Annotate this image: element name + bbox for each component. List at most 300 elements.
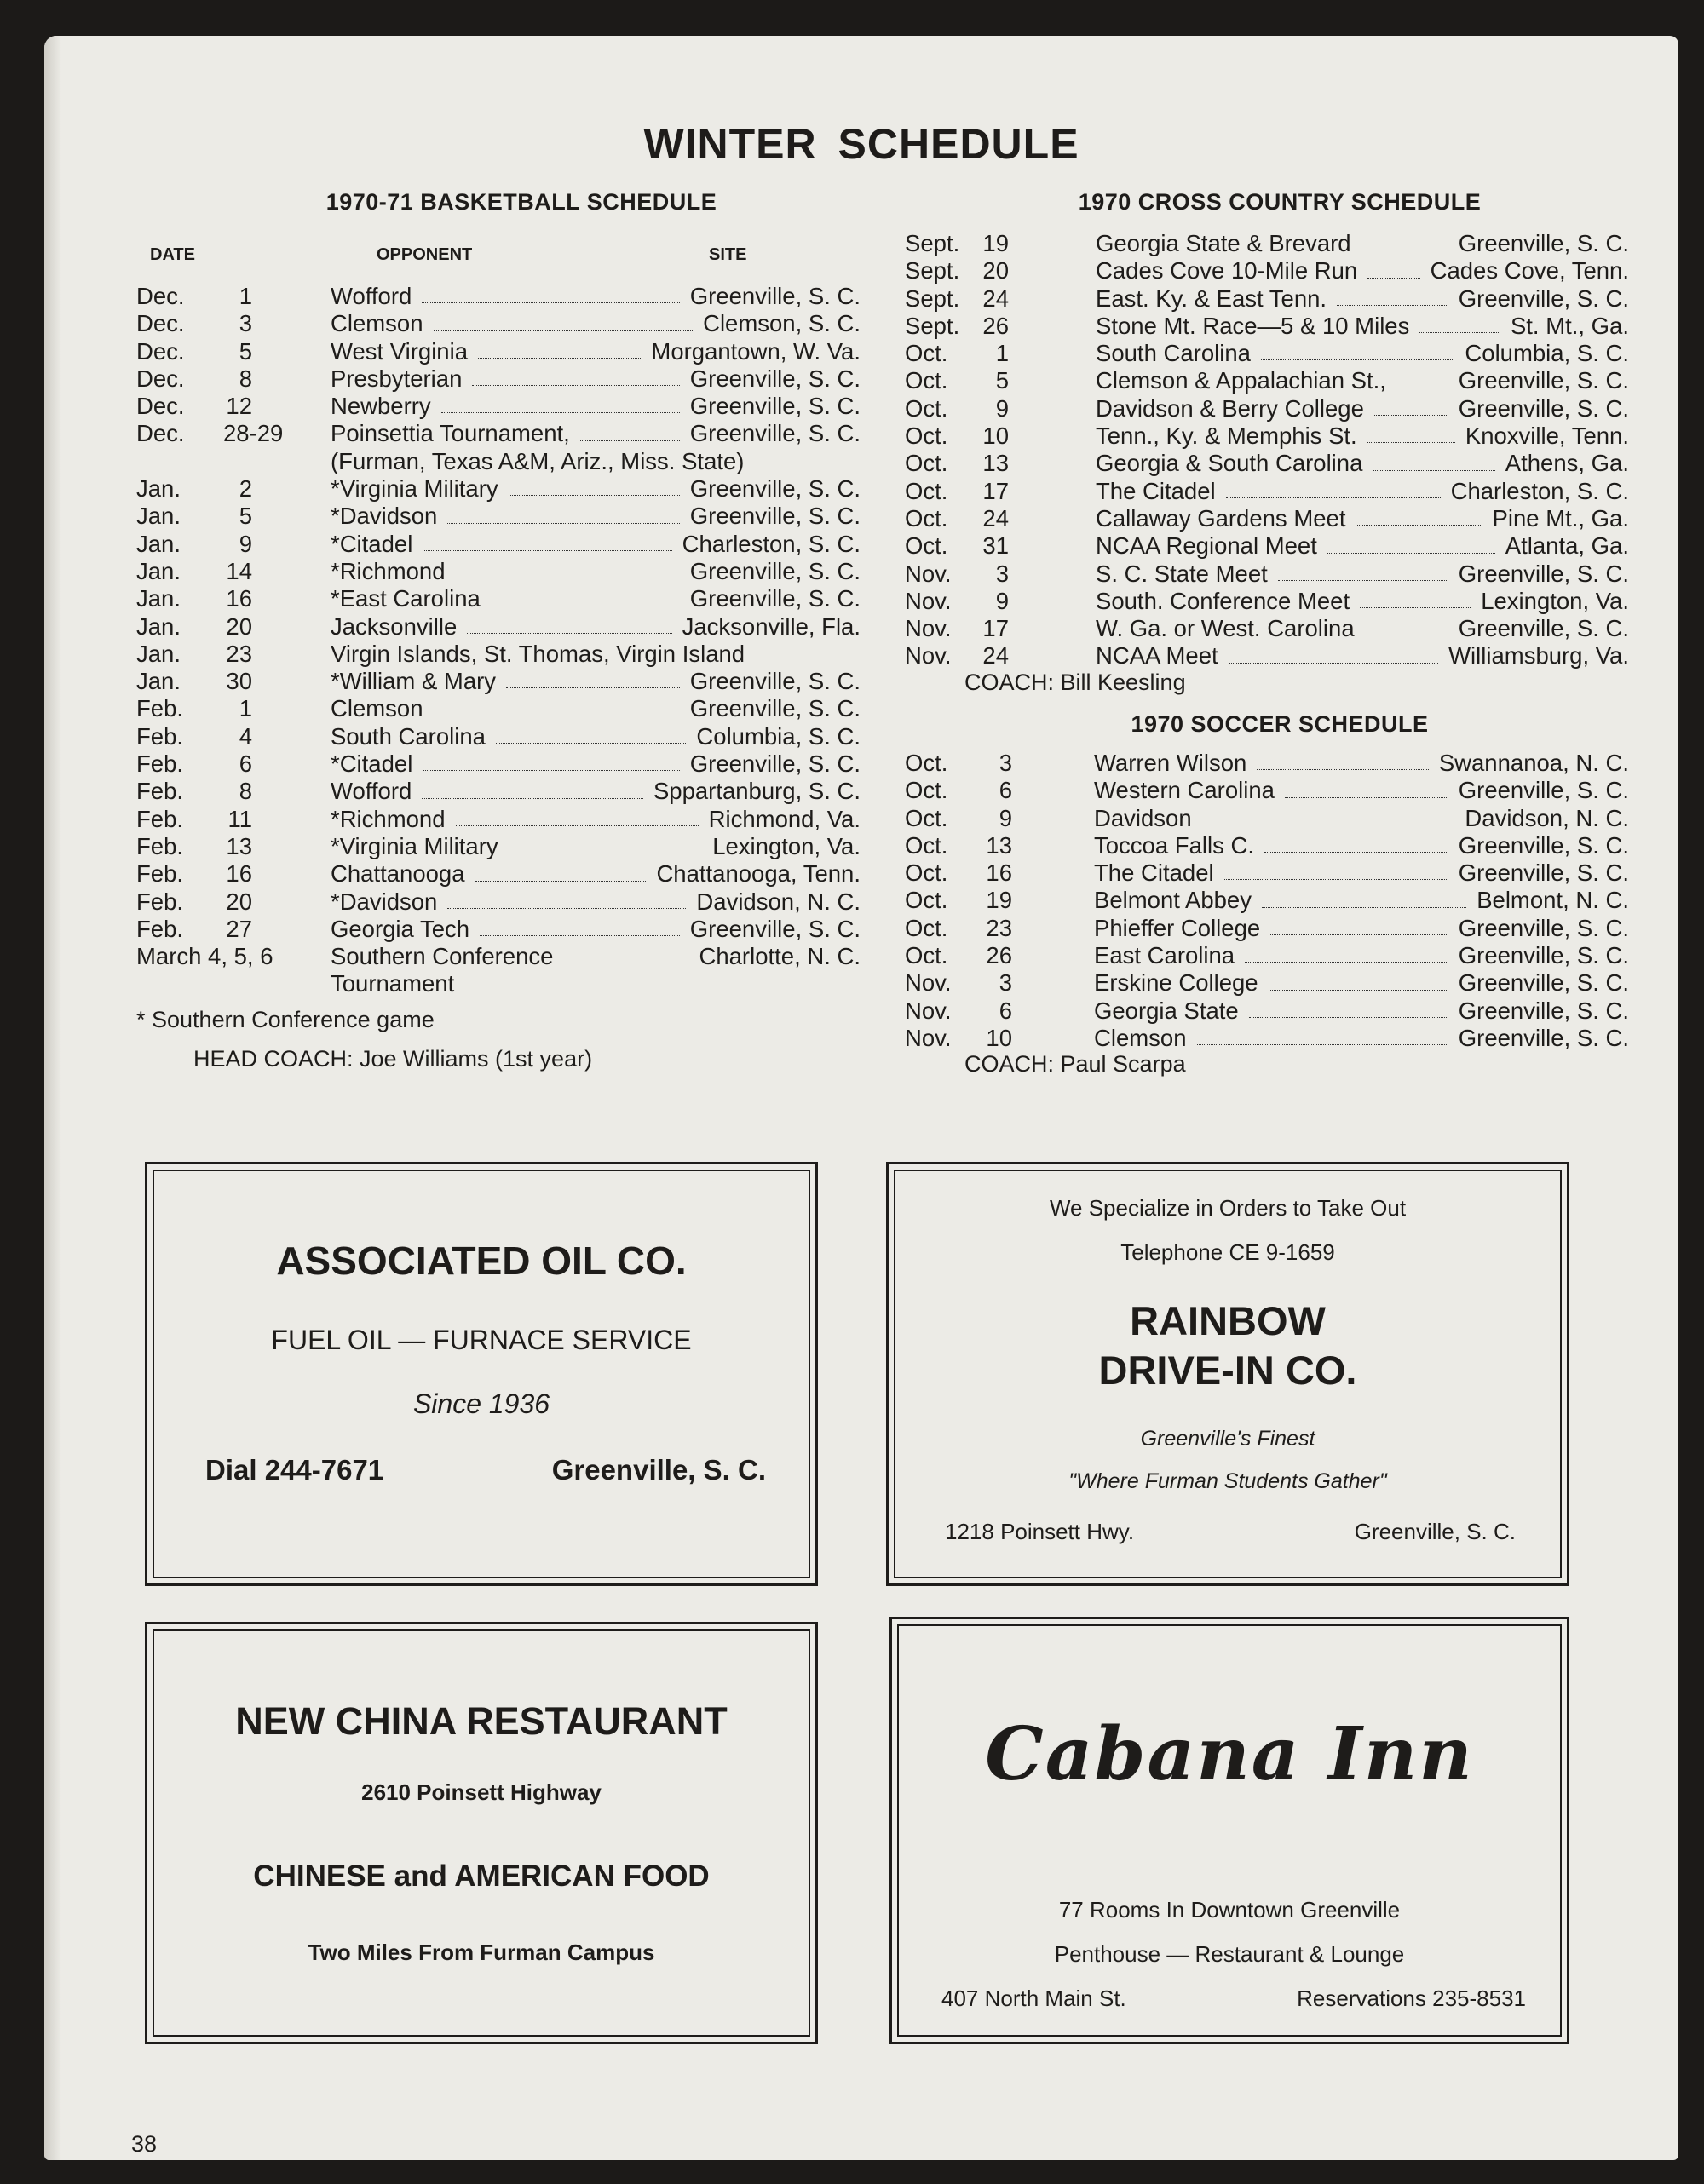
site: Athens, Ga. — [1505, 450, 1629, 477]
site: Columbia, S. C. — [1465, 340, 1629, 367]
date-month: Oct. — [905, 859, 948, 887]
schedule-row — [905, 942, 1629, 969]
opponent: Georgia State & Brevard — [1096, 230, 1351, 256]
opponent: Poinsettia Tournament, — [331, 420, 570, 447]
dot-leader — [472, 385, 679, 386]
dot-leader — [496, 743, 687, 744]
dot-leader — [423, 550, 671, 551]
date-month: Feb. — [136, 888, 184, 915]
oil-city: Greenville, S. C. — [551, 1454, 766, 1486]
date-day: 14 — [226, 557, 252, 584]
opponent: *Citadel — [331, 750, 413, 778]
date-day: 1 — [239, 695, 252, 722]
rainbow-city: Greenville, S. C. — [1354, 1519, 1516, 1544]
site: Columbia, S. C. — [696, 722, 861, 750]
schedule-row — [136, 806, 861, 833]
date-day: 1 — [995, 340, 1009, 367]
dot-leader — [1367, 278, 1419, 279]
schedule-row — [905, 285, 1629, 313]
date-month: Feb. — [136, 915, 184, 942]
date-month: Nov. — [905, 642, 952, 670]
ad-rainbow-drive-in — [886, 1162, 1569, 1586]
dot-leader — [1262, 907, 1466, 908]
site: Greenville, S. C. — [689, 475, 861, 503]
date-month: Nov. — [905, 560, 952, 587]
date-day: 13 — [982, 450, 1009, 477]
opponent: Phieffer College — [1094, 914, 1261, 941]
site: Davidson, N. C. — [1465, 804, 1629, 831]
dot-leader — [1374, 415, 1448, 416]
dot-leader — [1356, 525, 1482, 526]
date-day: 3 — [995, 560, 1009, 587]
schedule-row — [905, 367, 1629, 394]
site: Pine Mt., Ga. — [1492, 504, 1629, 532]
opponent: Erskine College — [1094, 969, 1258, 997]
col-site: SITE — [709, 245, 747, 264]
site: Greenville, S. C. — [1458, 230, 1629, 256]
date-month: Jan. — [136, 503, 181, 530]
site: Greenville, S. C. — [1458, 969, 1629, 997]
opponent: Belmont Abbey — [1094, 887, 1252, 914]
date-day: 20 — [982, 257, 1009, 284]
date-month: Oct. — [905, 450, 948, 477]
date-month: Jan. — [136, 585, 181, 612]
date-day: 3 — [999, 750, 1012, 776]
date-month: Jan. — [136, 612, 181, 640]
date-month: Jan. — [136, 640, 181, 667]
date-month: Feb. — [136, 695, 184, 722]
dot-leader — [480, 935, 680, 936]
site: Cades Cove, Tenn. — [1430, 257, 1629, 284]
date-month: March 4, 5, 6 — [136, 943, 273, 970]
dot-leader — [1224, 879, 1448, 880]
site: Greenville, S. C. — [1458, 394, 1629, 422]
site: Charleston, S. C. — [1450, 477, 1629, 504]
site: Clemson, S. C. — [703, 310, 861, 337]
date-month: Oct. — [905, 750, 948, 776]
magazine-page — [44, 36, 1678, 2160]
schedule-row — [905, 750, 1629, 777]
date-month: Sept. — [905, 230, 960, 256]
site: St. Mt., Ga. — [1510, 312, 1629, 339]
dot-leader — [423, 770, 679, 771]
dot-leader — [1285, 797, 1448, 798]
opponent: Clemson — [331, 310, 423, 337]
schedule-row — [905, 1025, 1629, 1052]
col-date: DATE — [150, 245, 195, 264]
schedule-row — [136, 723, 861, 750]
date-month: Oct. — [905, 804, 948, 831]
opponent: *Virginia Military — [331, 475, 498, 503]
cross-country-coach: COACH: Bill Keesling — [964, 670, 1186, 695]
date-month: Dec. — [136, 283, 185, 309]
schedule-row — [905, 777, 1629, 804]
soccer-heading: 1970 SOCCER SCHEDULE — [1131, 711, 1429, 737]
date-month: Jan. — [136, 530, 181, 557]
dot-leader — [1419, 332, 1500, 333]
opponent: The Citadel — [1096, 477, 1216, 504]
schedule-row — [136, 888, 861, 916]
site: Atlanta, Ga. — [1505, 532, 1629, 560]
site: Greenville, S. C. — [1458, 831, 1629, 859]
site: Jacksonville, Fla. — [682, 612, 861, 640]
site: Greenville, S. C. — [689, 695, 861, 722]
dot-leader — [1367, 442, 1455, 443]
site: Greenville, S. C. — [689, 750, 861, 778]
date-month: Oct. — [905, 831, 948, 859]
opponent: *Virginia Military — [331, 832, 498, 859]
opponent: Callaway Gardens Meet — [1096, 504, 1346, 532]
opponent: Cades Cove 10-Mile Run — [1096, 257, 1358, 284]
schedule-row — [905, 997, 1629, 1025]
opponent: The Citadel — [1094, 859, 1214, 887]
date-month: Feb. — [136, 805, 184, 832]
dot-leader — [475, 881, 647, 882]
date-month: Oct. — [905, 422, 948, 450]
rainbow-name-1: RAINBOW — [1130, 1298, 1326, 1343]
schedule-row — [905, 395, 1629, 422]
site: Belmont, N. C. — [1477, 887, 1629, 914]
date-day: 9 — [995, 394, 1009, 422]
date-day: 19 — [982, 230, 1009, 256]
soccer-schedule — [905, 750, 1629, 1052]
opponent: *East Carolina — [331, 585, 481, 612]
date-month: Feb. — [136, 832, 184, 859]
date-day: 17 — [982, 477, 1009, 504]
dot-leader — [580, 440, 680, 441]
dot-leader — [1373, 470, 1494, 471]
site: Knoxville, Tenn. — [1465, 422, 1629, 450]
dot-leader — [467, 633, 671, 634]
date-day: 16 — [226, 860, 252, 888]
site: Greenville, S. C. — [1458, 367, 1629, 394]
schedule-row — [136, 695, 861, 722]
date-day: 5 — [239, 503, 252, 530]
date-day: 31 — [982, 532, 1009, 560]
date-day: 13 — [226, 832, 252, 859]
soccer-coach: COACH: Paul Scarpa — [964, 1051, 1186, 1077]
schedule-row — [136, 750, 861, 778]
opponent: *Richmond — [331, 805, 446, 832]
schedule-row — [905, 560, 1629, 588]
dot-leader — [441, 412, 680, 413]
opponent: *Richmond — [331, 557, 446, 584]
dot-leader — [447, 523, 679, 524]
schedule-row — [136, 531, 861, 558]
page-spine-shadow — [44, 36, 61, 2160]
site: Greenville, S. C. — [1458, 560, 1629, 587]
site: Greenville, S. C. — [1458, 859, 1629, 887]
date-month: Dec. — [136, 337, 185, 365]
site: Charlotte, N. C. — [699, 943, 861, 970]
schedule-row — [136, 475, 861, 503]
date-day: 3 — [999, 969, 1012, 997]
site: Lexington, Va. — [712, 832, 861, 859]
site: Davidson, N. C. — [696, 888, 861, 915]
site: Greenville, S. C. — [1458, 914, 1629, 941]
date-month: Jan. — [136, 557, 181, 584]
date-month: Nov. — [905, 997, 952, 1024]
date-month: Oct. — [905, 942, 948, 969]
dot-leader — [1269, 990, 1448, 991]
site: Greenville, S. C. — [689, 585, 861, 612]
date-day: 3 — [239, 310, 252, 337]
date-day: 27 — [226, 915, 252, 942]
site: Greenville, S. C. — [1458, 1024, 1629, 1051]
dot-leader — [1360, 607, 1471, 608]
site: Greenville, S. C. — [689, 503, 861, 530]
opponent: East Carolina — [1094, 942, 1235, 969]
date-month: Oct. — [905, 777, 948, 804]
site: Greenville, S. C. — [689, 393, 861, 420]
date-day: 17 — [982, 615, 1009, 642]
site: Greenville, S. C. — [689, 915, 861, 942]
date-day: 9 — [999, 804, 1012, 831]
dot-leader — [1249, 1017, 1448, 1018]
opponent: East. Ky. & East Tenn. — [1096, 284, 1327, 312]
date-month: Nov. — [905, 615, 952, 642]
date-month: Dec. — [136, 365, 185, 392]
date-day: 6 — [239, 750, 252, 778]
site: Greenville, S. C. — [689, 668, 861, 695]
schedule-row — [136, 503, 861, 530]
site: Greenville, S. C. — [689, 365, 861, 392]
date-month: Oct. — [905, 887, 948, 914]
date-day: 8 — [239, 365, 252, 392]
dot-leader — [1264, 852, 1448, 853]
oil-phone: Dial 244-7671 — [205, 1454, 384, 1486]
opponent: Southern Conference — [331, 943, 554, 970]
dot-leader — [456, 825, 699, 826]
opponent: Clemson — [331, 695, 423, 722]
date-day: 19 — [986, 887, 1012, 914]
page-number: 38 — [131, 2131, 158, 2157]
rainbow-slogan-1: Greenville's Finest — [1140, 1427, 1315, 1451]
china-address: 2610 Poinsett Highway — [361, 1779, 602, 1805]
opponent: Tournament — [331, 970, 455, 997]
date-day: 20 — [226, 612, 252, 640]
date-day: 24 — [982, 642, 1009, 670]
site: Lexington, Va. — [1481, 587, 1629, 614]
site: Greenville, S. C. — [689, 420, 861, 447]
schedule-row — [905, 915, 1629, 942]
schedule-row — [136, 641, 861, 668]
site: Williamsburg, Va. — [1448, 642, 1629, 670]
dot-leader — [1229, 663, 1438, 664]
site: Greenville, S. C. — [1458, 615, 1629, 642]
date-month: Feb. — [136, 750, 184, 778]
date-day: 24 — [982, 284, 1009, 312]
schedule-row — [905, 969, 1629, 997]
date-day: 16 — [226, 585, 252, 612]
rainbow-address: 1218 Poinsett Hwy. — [945, 1519, 1135, 1544]
date-month: Nov. — [905, 587, 952, 614]
china-name: NEW CHINA RESTAURANT — [235, 1699, 728, 1743]
schedule-row — [136, 283, 861, 310]
cross-country-schedule — [905, 230, 1629, 670]
ad-associated-oil — [145, 1162, 818, 1586]
date-day: 8 — [239, 778, 252, 805]
date-month: Oct. — [905, 340, 948, 367]
cabana-address: 407 North Main St. — [941, 1986, 1126, 2011]
schedule-row — [136, 916, 861, 943]
date-day: 28-29 — [223, 420, 284, 447]
site: Greenville, S. C. — [1458, 942, 1629, 969]
dot-leader — [1327, 553, 1495, 554]
opponent: West Virginia — [331, 337, 468, 365]
schedule-row — [136, 393, 861, 420]
opponent: South Carolina — [331, 722, 486, 750]
opponent: *Davidson — [331, 888, 438, 915]
date-month: Dec. — [136, 420, 185, 447]
schedule-row — [136, 943, 861, 970]
schedule-row — [905, 887, 1629, 914]
schedule-row — [136, 860, 861, 888]
date-day: 9 — [995, 587, 1009, 614]
schedule-row — [905, 805, 1629, 832]
date-day: 20 — [226, 888, 252, 915]
date-day: 26 — [986, 942, 1012, 969]
dot-leader — [506, 687, 680, 688]
schedule-row — [136, 310, 861, 337]
oil-since: Since 1936 — [412, 1388, 550, 1419]
site: Greenville, S. C. — [1458, 284, 1629, 312]
dot-leader — [1270, 934, 1448, 935]
rainbow-phone: Telephone CE 9-1659 — [1120, 1239, 1335, 1265]
ad-new-china-restaurant — [145, 1622, 818, 2044]
schedule-row — [136, 668, 861, 695]
opponent: *William & Mary — [331, 668, 497, 695]
dot-leader — [1278, 580, 1448, 581]
date-day: 5 — [995, 367, 1009, 394]
date-day: 9 — [239, 530, 252, 557]
date-month: Oct. — [905, 914, 948, 941]
schedule-row — [905, 313, 1629, 340]
opponent: Davidson & Berry College — [1096, 394, 1364, 422]
rainbow-name-2: DRIVE-IN CO. — [1098, 1348, 1357, 1393]
date-day: 6 — [999, 997, 1012, 1024]
schedule-row — [136, 338, 861, 365]
schedule-row — [136, 420, 861, 447]
schedule-row — [905, 340, 1629, 367]
opponent: Wofford — [331, 778, 412, 805]
dot-leader — [1226, 497, 1441, 498]
schedule-row — [905, 257, 1629, 284]
schedule-row — [136, 970, 861, 997]
col-opponent: OPPONENT — [377, 245, 473, 264]
rainbow-slogan-2: "Where Furman Students Gather" — [1068, 1469, 1387, 1493]
date-day: 4 — [239, 722, 252, 750]
date-month: Nov. — [905, 969, 952, 997]
date-month: Dec. — [136, 310, 185, 337]
date-month: Nov. — [905, 1024, 952, 1051]
opponent: Stone Mt. Race—5 & 10 Miles — [1096, 312, 1410, 339]
opponent: South Carolina — [1096, 340, 1251, 367]
date-day: 30 — [226, 668, 252, 695]
opponent: *Davidson — [331, 503, 438, 530]
date-day: 13 — [986, 831, 1012, 859]
cabana-rooms: 77 Rooms In Downtown Greenville — [1058, 1897, 1401, 1922]
date-month: Feb. — [136, 778, 184, 805]
opponent: NCAA Meet — [1096, 642, 1218, 670]
schedule-row — [136, 778, 861, 805]
opponent: Western Carolina — [1094, 777, 1275, 804]
schedule-row — [905, 642, 1629, 670]
opponent: South. Conference Meet — [1096, 587, 1350, 614]
date-month: Sept. — [905, 312, 960, 339]
site: Charleston, S. C. — [682, 530, 861, 557]
basketball-footnote: * Southern Conference game — [136, 1007, 435, 1032]
opponent: (Furman, Texas A&M, Ariz., Miss. State) — [331, 447, 745, 474]
ad-cabana-inn — [889, 1617, 1569, 2044]
schedule-row — [905, 532, 1629, 560]
site: Sppartanburg, S. C. — [653, 778, 861, 805]
date-day: 1 — [239, 283, 252, 309]
basketball-heading: 1970-71 BASKETBALL SCHEDULE — [325, 189, 717, 215]
china-food: CHINESE and AMERICAN FOOD — [253, 1859, 710, 1893]
date-month: Feb. — [136, 722, 184, 750]
cabana-reservations: Reservations 235-8531 — [1297, 1986, 1526, 2011]
schedule-row — [136, 833, 861, 860]
dot-leader — [1197, 1044, 1448, 1045]
cross-country-heading: 1970 CROSS COUNTRY SCHEDULE — [1078, 189, 1482, 215]
date-day: 10 — [986, 1024, 1012, 1051]
date-month: Oct. — [905, 504, 948, 532]
date-month: Dec. — [136, 393, 185, 420]
rainbow-tagline: We Specialize in Orders to Take Out — [1049, 1195, 1407, 1221]
date-month: Jan. — [136, 668, 181, 695]
date-day: 5 — [239, 337, 252, 365]
site: Richmond, Va. — [708, 805, 861, 832]
oil-services: FUEL OIL — FURNACE SERVICE — [271, 1325, 692, 1355]
opponent: *Citadel — [331, 530, 413, 557]
schedule-row — [905, 450, 1629, 477]
date-month: Feb. — [136, 860, 184, 888]
opponent: Tenn., Ky. & Memphis St. — [1096, 422, 1357, 450]
date-month: Oct. — [905, 477, 948, 504]
schedule-row — [905, 478, 1629, 505]
dot-leader — [422, 798, 643, 799]
date-month: Oct. — [905, 532, 948, 560]
date-day: 23 — [986, 914, 1012, 941]
schedule-row — [136, 448, 861, 475]
date-month: Sept. — [905, 257, 960, 284]
site: Greenville, S. C. — [689, 283, 861, 309]
basketball-schedule — [136, 283, 861, 998]
opponent: Georgia & South Carolina — [1096, 450, 1363, 477]
schedule-row — [136, 365, 861, 393]
oil-name: ASSOCIATED OIL CO. — [276, 1239, 687, 1283]
date-day: 23 — [226, 640, 252, 667]
schedule-row — [136, 558, 861, 585]
date-day: 12 — [226, 393, 252, 420]
opponent: Clemson — [1094, 1024, 1187, 1051]
schedule-row — [905, 859, 1629, 887]
date-day: 26 — [982, 312, 1009, 339]
schedule-row — [905, 832, 1629, 859]
page-title: WINTER SCHEDULE — [643, 120, 1079, 168]
dot-leader — [1257, 769, 1429, 770]
site: Greenville, S. C. — [1458, 997, 1629, 1024]
opponent: W. Ga. or West. Carolina — [1096, 615, 1355, 642]
opponent: Chattanooga — [331, 860, 465, 888]
date-day: 11 — [227, 805, 252, 832]
opponent: Wofford — [331, 283, 412, 309]
date-day: 24 — [982, 504, 1009, 532]
site: Chattanooga, Tenn. — [656, 860, 861, 888]
schedule-row — [136, 585, 861, 612]
opponent: Georgia Tech — [331, 915, 470, 942]
